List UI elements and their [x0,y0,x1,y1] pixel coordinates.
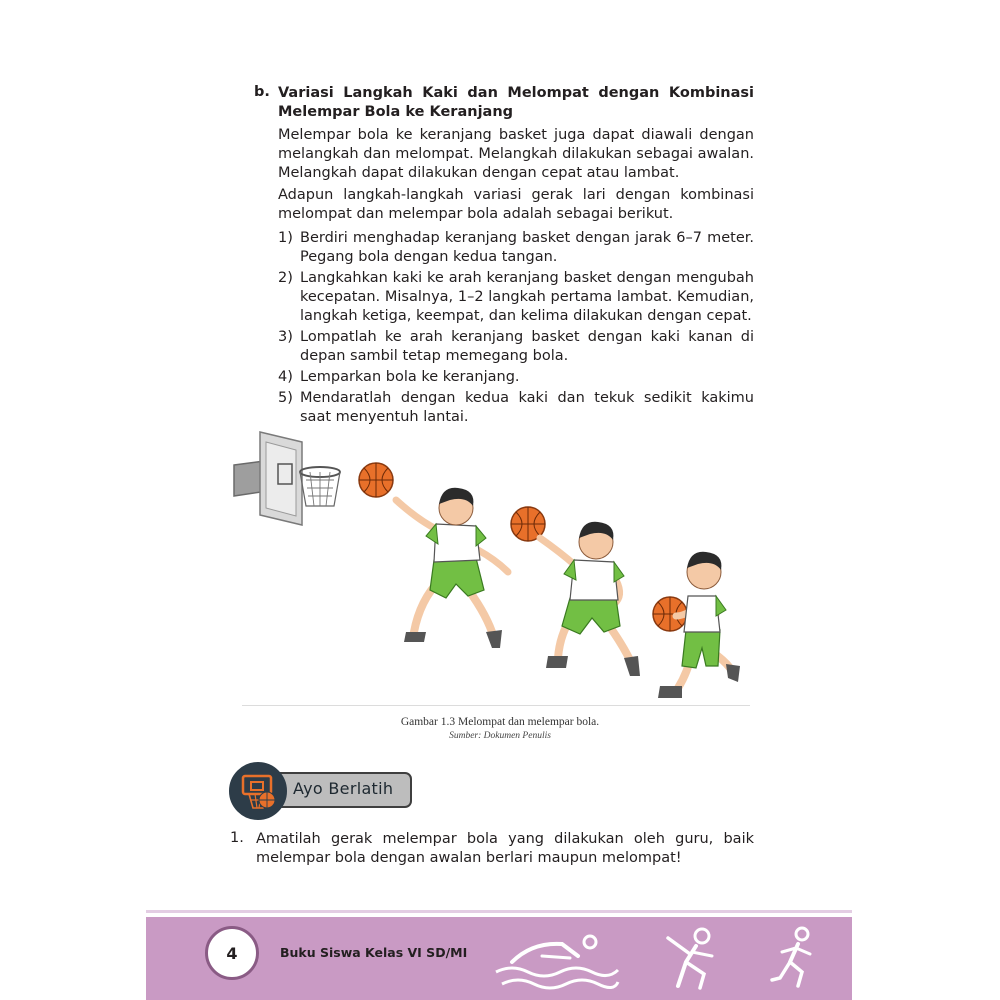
step-item [278,229,754,267]
step-text: Langkahkan kaki ke arah keranjang basket dengan mengubah kecepatan. Misalnya, 1–2 langkah pertama lambat. Kemudian, langkah ketiga, keempat, dan kelima dilakukan dengan cepat. [300,270,754,324]
book-title: Buku Siswa Kelas VI SD/MI [280,945,468,960]
section-letter: b. [254,84,270,100]
exercise-number: 1. [230,830,244,846]
step-text: Berdiri menghadap keranjang basket dengan jarak 6–7 meter. Pegang bola dengan kedua tangan. [300,230,754,265]
paragraph-steps-intro: Adapun langkah-langkah variasi gerak lari dengan kombinasi melompat dan melempar bola adalah sebagai berikut. [278,187,754,222]
steps-list [278,229,754,429]
figure-caption: Gambar 1.3 Melompat dan melempar bola. [400,716,600,728]
basketball-hoop [234,432,340,525]
paragraph-intro: Melempar bola ke keranjang basket juga dapat diawali dengan melangkah dan melompat. Melangkah dilakukan sebagai awalan. Melangkah dapat dilakukan dengan cepat atau lambat. [278,127,754,181]
player-jumping [540,522,640,676]
step-number: 1) [278,230,293,246]
figure-source: Sumber: Dokumen Penulis [449,731,551,741]
step-text: Mendaratlah dengan kedua kaki dan tekuk sedikit kakimu saat menyentuh lantai. [300,390,754,425]
exercise-badge-label: Ayo Berlatih [293,779,394,798]
section-title: Variasi Langkah Kaki dan Melompat dengan Kombinasi Melempar Bola ke Keranjang [278,85,754,120]
step-item [278,269,754,326]
footer-top-line [146,910,852,913]
step-number: 4) [278,369,293,385]
figure-divider [242,705,750,706]
step-text: Lompatlah ke arah keranjang basket dengan kaki kanan di depan sambil tetap memegang bola. [300,329,754,364]
exercise-badge-circle [229,762,287,820]
martial-arts-icon [660,922,724,994]
page-number-badge [205,926,259,980]
step-item [278,368,754,387]
basketball-hoop-icon [231,764,285,818]
step-number: 3) [278,329,293,345]
jump-shot-illustration [230,420,760,710]
player-shooting [396,488,508,648]
page-number: 4 [226,943,238,963]
swimming-icon [492,922,622,994]
step-text: Lemparkan bola ke keranjang. [300,369,520,385]
step-item [278,328,754,366]
exercise-text: Amatilah gerak melempar bola yang dilakukan oleh guru, baik melempar bola dengan awalan berlari maupun melompat! [256,831,754,866]
running-icon [768,922,824,994]
step-number: 5) [278,390,293,406]
step-number: 2) [278,270,293,286]
ball-1 [359,463,393,497]
